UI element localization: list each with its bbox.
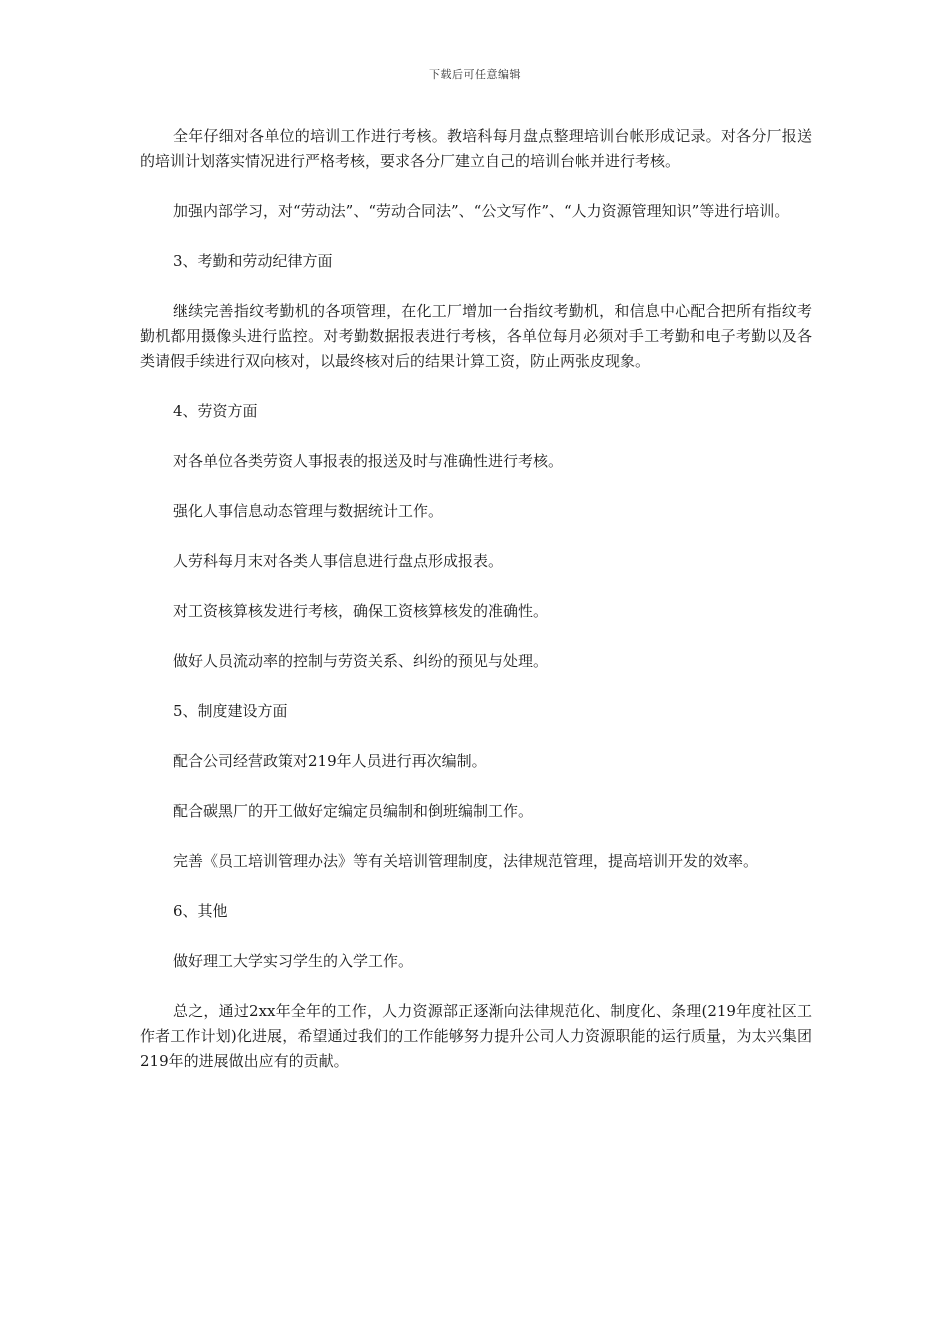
paragraph-report-assessment: 对各单位各类劳资人事报表的报送及时与准确性进行考核。	[173, 452, 564, 470]
paragraph-attendance: 继续完善指纹考勤机的各项管理，在化工厂增加一台指纹考勤机，和信息中心配合把所有指纹考勤机都用摄像头进行监控。对考勤数据报表进行考核，各单位每月必须对手工考勤和电子考勤以及各类请假手续进行双向核对，以最终核对后的结果计算工资，防止两张皮现象。	[140, 302, 812, 370]
paragraph-monthly-inventory: 人劳科每月末对各类人事信息进行盘点形成报表。	[173, 552, 504, 570]
section-heading-system-building: 5、制度建设方面	[173, 702, 288, 720]
paragraph-training-regulations: 完善《员工培训管理办法》等有关培训管理制度，法律规范管理，提高培训开发的效率。	[173, 852, 759, 870]
section-heading-other: 6、其他	[173, 902, 228, 920]
paragraph-intern-enrollment: 做好理工大学实习学生的入学工作。	[173, 952, 414, 970]
paragraph-carbon-black-plant: 配合碳黑厂的开工做好定编定员编制和倒班编制工作。	[173, 802, 534, 820]
paragraph-hr-info-management: 强化人事信息动态管理与数据统计工作。	[173, 502, 444, 520]
section-heading-attendance: 3、考勤和劳动纪律方面	[173, 252, 333, 270]
paragraph-training-assessment: 全年仔细对各单位的培训工作进行考核。教培科每月盘点整理培训台帐形成记录。对各分厂报送的培训计划落实情况进行严格考核，要求各分厂建立自己的培训台帐并进行考核。	[140, 127, 812, 170]
paragraph-internal-study: 加强内部学习，对“劳动法”、“劳动合同法”、“公文写作”、“人力资源管理知识”等进行培训。	[173, 202, 790, 220]
paragraph-payroll-assessment: 对工资核算核发进行考核，确保工资核算核发的准确性。	[173, 602, 549, 620]
section-heading-labor-wages: 4、劳资方面	[173, 402, 258, 420]
paragraph-staffing-plan: 配合公司经营政策对219年人员进行再次编制。	[173, 752, 487, 770]
page-header: 下载后可任意编辑	[429, 68, 521, 81]
paragraph-turnover-control: 做好人员流动率的控制与劳资关系、纠纷的预见与处理。	[173, 652, 549, 670]
document-body	[140, 124, 812, 1099]
paragraph-summary: 总之，通过2xx年全年的工作，人力资源部正逐渐向法律规范化、制度化、条理(219年度社区工作者工作计划)化进展，希望通过我们的工作能够努力提升公司人力资源职能的运行质量，为太兴集团219年的进展做出应有的贡献。	[140, 1002, 812, 1070]
